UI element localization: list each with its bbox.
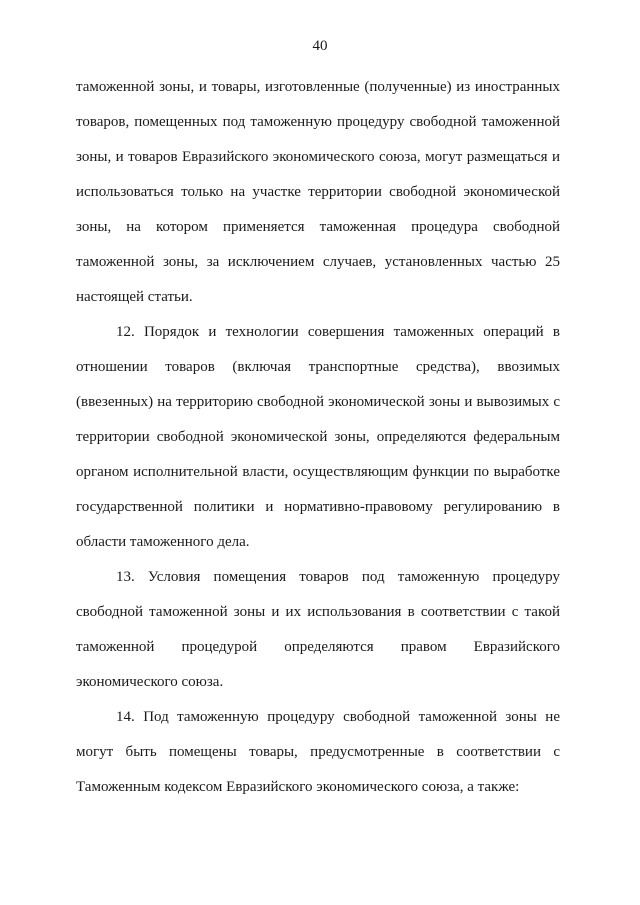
paragraph-12: 12. Порядок и технологии совершения таможенных операций в отношении товаров (включая транспортные средства), ввозимых (ввезенных) на территорию свободной экономической зоны и вывозимых с территории свободной экономической зоны, определяются федеральным органом исполнительной власти, осуществляющим функции по выработке государственной политики и нормативно-правовому регулированию в области таможенного дела.: [76, 324, 560, 550]
page-number: 40: [312, 38, 328, 54]
paragraph-continuation: таможенной зоны, и товары, изготовленные (полученные) из иностранных товаров, помещенных под таможенную процедуру свободной таможенной зоны, и товаров Евразийского экономического союза, могут размещаться и использоваться только на участке территории свободной экономической зоны, на котором применяется таможенная процедура свободной таможенной зоны, за исключением случаев, установленных частью 25 настоящей статьи.: [76, 79, 560, 305]
paragraph-14: 14. Под таможенную процедуру свободной таможенной зоны не могут быть помещены товары, предусмотренные в соответствии с Таможенным кодексом Евразийского экономического союза, а также:: [76, 709, 560, 795]
paragraph-13: 13. Условия помещения товаров под таможенную процедуру свободной таможенной зоны и их использования в соответствии с такой таможенной процедурой определяются правом Евразийского экономического союза.: [76, 569, 560, 690]
body-text: [76, 70, 560, 805]
